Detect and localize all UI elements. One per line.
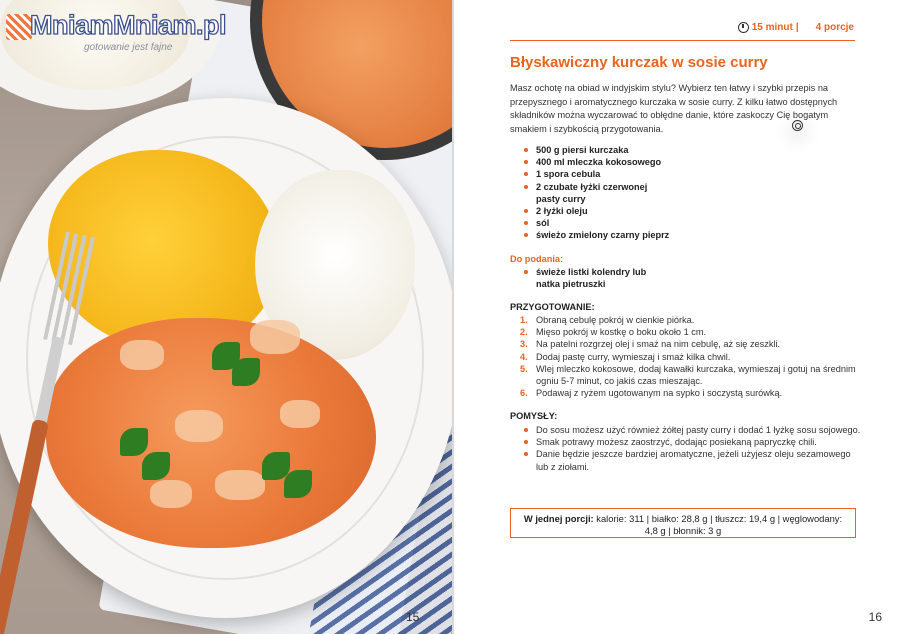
parsley-leaf — [284, 470, 312, 498]
site-logo[interactable] — [6, 10, 227, 54]
logo-text: MniamMniam.pl — [30, 10, 227, 40]
step-item: 5. Wlej mleczko kokosowe, dodaj kawałki kurczaka, wymieszaj i gotuj na średnim ogniu 5-7 minut, co jakiś czas mieszając. — [520, 363, 856, 387]
header-divider — [510, 40, 855, 41]
nutrition-box — [510, 508, 856, 538]
step-item: 2. Mięso pokrój w kostkę o boku około 1 cm. — [520, 327, 707, 338]
chicken-piece — [250, 320, 300, 354]
parsley-leaf — [120, 428, 148, 456]
parsley-leaf — [142, 452, 170, 480]
chicken-piece — [150, 480, 192, 508]
ingredient-item: 400 ml mleczka kokosowego — [522, 156, 722, 168]
preparation-steps — [510, 314, 860, 399]
recipe-meta — [738, 22, 854, 33]
chicken-piece — [175, 410, 223, 442]
ingredient-item: 1 spora cebula — [522, 168, 722, 180]
serving-item: świeże listki kolendry lub natka pietruszki — [522, 266, 666, 290]
portions: 4 porcje — [815, 22, 854, 33]
tips-label: POMYSŁY: — [510, 411, 558, 421]
preparation-label: PRZYGOTOWANIE: — [510, 302, 595, 312]
prep-time: 15 minut — [751, 22, 793, 33]
tip-item: Danie będzie jeszcze bardziej aromatyczne, jeżeli użyjesz oleju sezamowego lub z ziołami. — [522, 448, 862, 472]
logo-tagline: gotowanie jest fajne — [84, 42, 173, 53]
ingredient-item: 500 g piersi kurczaka — [522, 144, 722, 156]
ingredient-item: świeżo zmielony czarny pieprz — [522, 229, 722, 241]
step-item: 3. Na patelni rozgrzej olej i smaż na nim cebulę, aż się zeszkli. — [520, 339, 781, 350]
ingredients-list — [522, 144, 722, 242]
ingredient-item: 2 łyżki oleju — [522, 205, 722, 217]
recipe-title: Błyskawiczny kurczak w sosie curry — [510, 54, 768, 71]
chicken-piece — [280, 400, 320, 428]
serving-label: Do podania: — [510, 254, 564, 264]
tips-list — [522, 424, 862, 473]
tip-item: Do sosu możesz użyć również żółtej pasty curry i dodać 1 łyżkę sosu sojowego. — [522, 424, 862, 436]
ingredient-item: sól — [522, 217, 722, 229]
step-item: 4. Dodaj pastę curry, wymieszaj i smaż kilka chwil. — [520, 351, 731, 362]
ingredient-item: 2 czubate łyżki czerwonej pasty curry — [522, 181, 666, 205]
page-number-left: 15 — [406, 610, 420, 624]
tip-item: Smak potrawy możesz zaostrzyć, dodając posiekaną papryczkę chili. — [522, 436, 862, 448]
chicken-piece — [215, 470, 265, 500]
serving-list — [522, 266, 722, 290]
meta-separator: | — [795, 22, 799, 33]
right-page-recipe — [454, 0, 900, 634]
step-item: 6. Podawaj z ryżem ugotowanym na sypko i soczystą surówką. — [520, 388, 783, 399]
recipe-intro: Masz ochotę na obiad w indyjskim stylu? Wybierz ten łatwy i szybki przepis na przepysznego i aromatycznego kurczaka w sosie curry. Z kilku łatwo dostępnych składników można wyczarować to obłędne danie, które zaskoczy Cię bogatym smakiem i szybkością przygotowania. — [510, 83, 838, 134]
nutrition-label: W jednej porcji: — [523, 513, 594, 524]
nutrition-values: kalorie: 311 | białko: 28,8 g | tłuszcz: 19,4 g | węglowodany: 4,8 g | błonnik: 3 g — [596, 513, 843, 536]
chicken-piece — [120, 340, 164, 370]
step-item: 1. Obraną cebulę pokrój w cienkie piórka. — [520, 315, 695, 325]
parsley-leaf — [232, 358, 260, 386]
clock-icon — [738, 22, 749, 33]
logo-icon — [6, 14, 32, 40]
page-number-right: 16 — [868, 610, 882, 624]
